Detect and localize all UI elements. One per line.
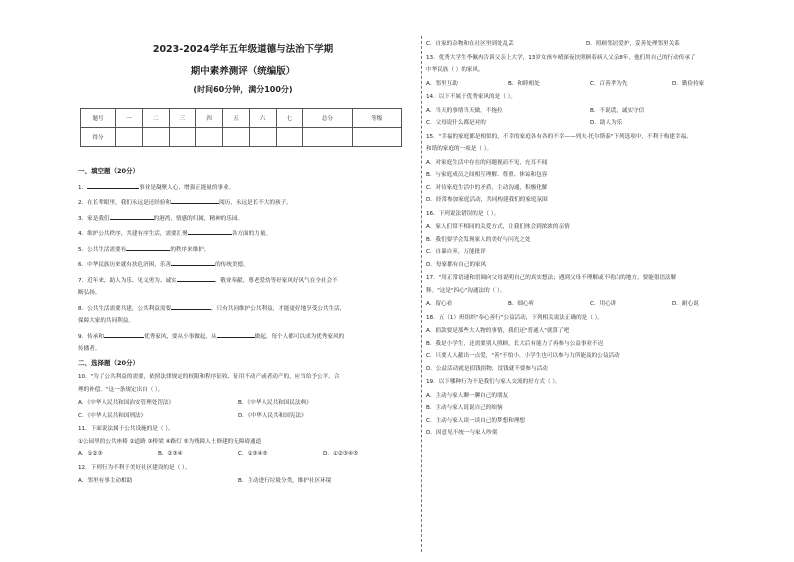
q-text: 2．在长辈眼里，我们永远是还经验和: [78, 200, 172, 206]
section2-heading: 二、选择题（20分）: [78, 358, 140, 367]
question-12: 12．下列行为不利于美好社区建设的是（ ）。: [78, 464, 191, 471]
question-3: [78, 213, 408, 223]
question-5: [78, 244, 408, 254]
q14-options-row2: [426, 119, 771, 127]
left-column: [78, 40, 408, 485]
score-cell: 题号: [81, 109, 116, 128]
option-a[interactable]: A．留心看: [426, 301, 453, 307]
option-d[interactable]: D．耐心说: [672, 301, 699, 307]
q-text: 的秩序来维护。: [170, 246, 210, 253]
option-d[interactable]: D．《中华人民共和国宪法》: [238, 412, 307, 419]
option-b[interactable]: B．我是小学生，还需要别人照顾，长大后有能力了再参与公益事业不迟: [426, 340, 604, 347]
q-text: 3．家是我们: [78, 215, 110, 222]
right-column: [426, 40, 771, 437]
option-c[interactable]: C．①③④⑤: [238, 451, 268, 457]
option-a[interactable]: A．捐款要是那些大人物的事情，我们还"普通人"就算了吧: [426, 328, 570, 334]
option-b[interactable]: B．与家庭成员之间相互理解、尊重、体谅和包容: [426, 172, 548, 178]
q-text: 6．中华民族历来就有扶危济困，乐善: [78, 262, 172, 268]
score-cell: 六: [249, 109, 276, 128]
question-17-cont: 释。"这是"四心"沟通法的（ ）。: [426, 287, 506, 294]
q13-options: [426, 80, 771, 88]
option-d[interactable]: D．勤俭持家: [672, 80, 705, 87]
option-d[interactable]: D．照顾邻居爱护，妥善处理邻里关系: [586, 41, 680, 47]
option-c[interactable]: C．主动与家人谈一谈自己的梦想和理想: [426, 417, 526, 424]
question-13: 13．优秀大学生李佩冉告诉父亲上大学，13岁女孩车晴深夜扶照顾着病人父亲8年，他们用自己的行动传承了: [426, 54, 696, 61]
question-8-cont: 保障大家的共同利益。: [78, 318, 134, 324]
option-d[interactable]: D．因意见不统一与家人吵架: [426, 430, 498, 436]
score-table-header-row: [81, 109, 402, 128]
option-b[interactable]: B．《中华人民共和国民法典》: [238, 400, 312, 406]
option-a[interactable]: A．当天的事情当天做，不拖拉: [426, 107, 503, 114]
option-a[interactable]: A．家人们常不相同的关爱方式，让我们体会到浓浓的亲情: [426, 224, 570, 230]
question-16: 16．下列说法错误的是（ ）。: [426, 210, 500, 217]
q-text: 阅历，永远是长不大的孩子。: [219, 200, 292, 206]
q-text: 、敬业奉献、尊老爱幼等好家风好风气在全社会不: [214, 277, 338, 284]
option-c[interactable]: C．对待家庭生活中的矛盾，主动沟通，积极化解: [426, 184, 548, 191]
option-b[interactable]: B．主动与家人说说自己的烦恼: [426, 405, 503, 411]
option-b[interactable]: B．主动进行垃圾分类，维护社区环境: [238, 478, 332, 484]
score-cell: 总分: [303, 109, 352, 128]
question-9-cont: 传播者。: [78, 346, 101, 352]
score-label-cell: 得分: [81, 128, 116, 147]
q-text: 的港湾，情感的归属，精神的乐园。: [153, 215, 244, 222]
option-a[interactable]: A．《中华人民共和国治安管理处罚法》: [78, 400, 175, 406]
question-13-cont: 中华民族（ ）的家风。: [426, 67, 484, 73]
answer-blank[interactable]: [126, 244, 170, 251]
question-15: 15．"幸福的家庭都是相似的，不幸的家庭各有各的不幸——列夫·托尔斯泰"下列选项中，不利于构建幸福、: [426, 133, 692, 140]
option-a[interactable]: A．邻里互助: [426, 80, 458, 87]
option-a[interactable]: A．主动与家人聊一聊自己的朋友: [426, 392, 509, 399]
question-1: [78, 182, 408, 192]
q14-options-row1: [426, 107, 771, 115]
question-8: [78, 303, 408, 313]
answer-blank[interactable]: [171, 303, 211, 310]
question-7-cont: 断弘扬。: [78, 290, 101, 296]
q11-options: [78, 450, 408, 458]
answer-blank[interactable]: [171, 197, 219, 204]
q-text: 8．公共生活需要共建，公共利益需要: [78, 305, 172, 312]
question-10-cont: 理的补偿。"这一条规定出自（ ）。: [78, 386, 164, 393]
q-text: 1．: [78, 184, 88, 191]
score-input-cell[interactable]: [249, 128, 276, 147]
option-b[interactable]: B．和睦相处: [508, 80, 540, 87]
q-text: 4．维护公共秩序，共建有序生活，需要汇聚: [78, 231, 188, 237]
answer-blank[interactable]: [171, 259, 215, 266]
question-17: 17．"用正常语速和语调向父母说明自己的真实想法；遇到父母不理解或不明白的地方，要能很语法解: [426, 275, 677, 281]
q12-options-row2: [426, 40, 771, 48]
score-input-cell[interactable]: [223, 128, 250, 147]
q10-options-row2: [78, 412, 408, 420]
option-d[interactable]: D．公益活动就是捐钱捐物，没钱就不要参与活动: [426, 365, 548, 372]
option-a[interactable]: A．对家庭生活中存在的问题视而不见，充耳不闻: [426, 159, 548, 166]
q-text: 事业是凝聚人心，增强正能量的事业。: [139, 184, 235, 191]
score-input-cell[interactable]: [169, 128, 196, 147]
option-c[interactable]: C．父母说什么都是对的: [426, 120, 486, 126]
question-2: [78, 197, 408, 207]
answer-blank[interactable]: [188, 228, 232, 235]
column-divider: [421, 36, 422, 552]
q-text: 的传统美德。: [215, 262, 249, 268]
q-text: 9．传承和: [78, 333, 104, 340]
option-a[interactable]: A．邻里有事主动相助: [78, 478, 133, 484]
option-b[interactable]: B．我们要学会发现家人的美好与闪光之处: [426, 236, 531, 243]
q12-options-row1: [78, 477, 408, 485]
answer-blank[interactable]: [217, 331, 255, 338]
question-15-cont: 和谐的家庭的一项是（ ）。: [426, 146, 493, 152]
score-input-cell[interactable]: [116, 128, 143, 147]
question-18: 18．五（1）班组织"奉心善行"公益活动，下列相关说法正确的是（ ）。: [426, 314, 604, 321]
score-table-score-row: [81, 128, 402, 147]
answer-blank[interactable]: [104, 331, 144, 338]
q10-options-row1: [78, 399, 408, 407]
option-d[interactable]: D．每家都有自己的家风: [426, 261, 487, 268]
option-c[interactable]: C．自家的杂物和在社区里到处乱丢: [426, 41, 514, 47]
option-d[interactable]: D．经常参加家庭活动，共同构建我们的家庭氛围: [426, 197, 548, 203]
option-b[interactable]: B．②③④: [158, 451, 183, 457]
option-c[interactable]: C．只要人人献出一点爱，"善"不怕小，小学生也可以参与力所能及的公益活动: [426, 353, 620, 359]
score-input-cell[interactable]: [352, 128, 401, 147]
option-c[interactable]: C．自暴自弃，万能批评: [426, 249, 486, 255]
score-cell: 四: [196, 109, 223, 128]
q-text: 5．公共生活需要有: [78, 246, 127, 253]
question-10: 10．"为了公共利益的需要，依照法律规定的权限和程序征收、征用不动产或者动产的，应当给予公平、合: [78, 374, 340, 380]
question-11-items: ①公园里的公共座椅 ②道路 ③桥梁 ④路灯 ⑤为残障人士修建的无障碍通道: [78, 438, 262, 445]
q17-options: [426, 300, 771, 308]
question-7: [78, 275, 408, 285]
q-text: 优秀家风，要从小事做起，从: [143, 333, 217, 340]
score-cell: 七: [276, 109, 303, 128]
option-a[interactable]: A．①②③: [78, 451, 103, 457]
option-c[interactable]: C．用心讲: [590, 301, 617, 307]
question-4: [78, 228, 408, 238]
section1-heading: 一、填空题（20分）: [78, 167, 140, 175]
score-input-cell[interactable]: [276, 128, 303, 147]
question-11: 11．下面说法属于公共设施的是（ ）。: [78, 426, 174, 432]
question-9: [78, 331, 408, 341]
score-input-cell[interactable]: [142, 128, 169, 147]
answer-blank[interactable]: [110, 213, 154, 220]
option-c[interactable]: C．百善孝为先: [590, 80, 628, 87]
exam-meta: (时间60分钟，满分100分): [193, 85, 293, 94]
answer-blank[interactable]: [87, 182, 139, 189]
q-text: 各方面的力量。: [231, 231, 272, 237]
question-19: 19．以下哪种行为不是我们与家人交流的好方式（ ）。: [426, 379, 561, 385]
q-text: 7．近年来，助人为乐、见义勇为、诚实: [78, 277, 177, 284]
exam-subtitle: 期中素养测评（统编版）: [190, 66, 296, 77]
score-cell: 等级: [352, 109, 401, 128]
score-input-cell[interactable]: [196, 128, 223, 147]
q-text: 。只有共同维护公共利益，才能更好地享受公共生活，: [211, 305, 346, 312]
option-b[interactable]: B．细心听: [508, 301, 535, 307]
question-14: 14．以下不属于优秀家风的是（ ）。: [426, 94, 517, 100]
exam-title: 2023-2024学年五年级道德与法治下学期: [152, 44, 334, 55]
option-d[interactable]: D．助人为乐: [590, 120, 623, 126]
score-cell: 二: [142, 109, 169, 128]
answer-blank[interactable]: [177, 275, 215, 282]
score-table: [80, 108, 402, 147]
q-text: 做起，每个人都可以成为优秀家风的: [254, 333, 345, 340]
question-6: [78, 259, 408, 269]
option-d[interactable]: D．①②③④⑤: [323, 451, 358, 457]
score-cell: 三: [169, 109, 196, 128]
option-b[interactable]: B．不说谎，诚实守信: [590, 107, 645, 114]
score-cell: 五: [223, 109, 250, 128]
score-cell: 一: [116, 109, 143, 128]
score-input-cell[interactable]: [303, 128, 352, 147]
option-c[interactable]: C．《中华人民共和国刑法》: [78, 412, 147, 419]
